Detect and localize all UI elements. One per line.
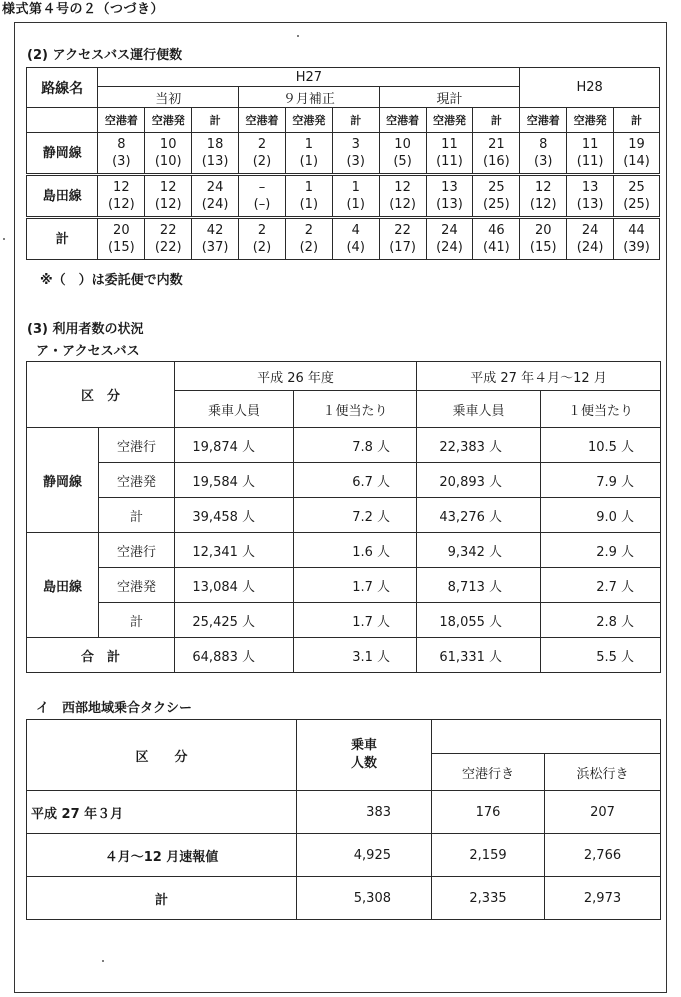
year-h28-header: H28 bbox=[520, 68, 660, 108]
trip-count-cell bbox=[145, 175, 192, 218]
bus-service-table bbox=[26, 67, 660, 260]
trip-count-value: 11 bbox=[581, 137, 599, 152]
subtotal-label: 計 bbox=[99, 498, 175, 533]
table-row bbox=[27, 834, 661, 877]
trip-count-cell bbox=[98, 175, 145, 218]
consigned-count-value: (22) bbox=[154, 240, 182, 255]
col-per-trip: １便当たり bbox=[541, 391, 661, 428]
trip-count-cell bbox=[332, 133, 379, 175]
consigned-count-value: (2) bbox=[252, 154, 272, 169]
trip-count-cell bbox=[98, 218, 145, 260]
per-trip-cell: 1.7 人 bbox=[294, 603, 417, 638]
trip-count-value: 18 bbox=[206, 137, 224, 152]
year-h27-header: H27 bbox=[98, 68, 520, 87]
trip-count-value: 25 bbox=[628, 180, 645, 195]
row-label: ４月～12 月速報値 bbox=[27, 834, 297, 877]
trip-count-cell bbox=[426, 218, 473, 260]
from-airport-label: 空港発 bbox=[99, 568, 175, 603]
trip-count-value: 20 bbox=[113, 223, 130, 238]
per-trip-cell: 7.8 人 bbox=[294, 428, 417, 463]
trip-count-value: 13 bbox=[581, 180, 599, 195]
sept-revision-header: ９月補正 bbox=[239, 87, 380, 108]
route-shimada: 島田線 bbox=[27, 533, 99, 638]
riders-cell: 19,874 人 bbox=[175, 428, 294, 463]
col-to-airport: 空港行き bbox=[432, 754, 545, 791]
riders-cell: 43,276 人 bbox=[417, 498, 541, 533]
consigned-count-value: (14) bbox=[623, 154, 650, 169]
row-label: 平成 27 年３月 bbox=[27, 791, 297, 834]
trip-count-value: 21 bbox=[488, 137, 505, 152]
consigned-count-value: (11) bbox=[436, 154, 463, 169]
consigned-count-value: (15) bbox=[107, 240, 135, 255]
trip-count-cell bbox=[332, 218, 379, 260]
riders-cell: 18,055 人 bbox=[417, 603, 541, 638]
trip-count-value: 24 bbox=[581, 223, 599, 238]
scan-speck bbox=[102, 960, 104, 962]
table-row bbox=[27, 877, 661, 920]
trip-count-value: 8 bbox=[539, 137, 548, 152]
consigned-count-value: (39) bbox=[623, 240, 650, 255]
riders-cell: 5,308 bbox=[297, 877, 432, 920]
trip-count-value: 25 bbox=[488, 180, 505, 195]
riders-cell: 8,713 人 bbox=[417, 568, 541, 603]
trip-count-value: 2 bbox=[257, 137, 267, 152]
consigned-count-value: (3) bbox=[112, 154, 131, 169]
col-total: 計 bbox=[473, 108, 520, 133]
to-hamamatsu-cell: 207 bbox=[545, 791, 661, 834]
trip-count-cell bbox=[567, 218, 614, 260]
trip-count-cell bbox=[285, 175, 332, 218]
consigned-count-value: (1) bbox=[299, 154, 319, 169]
riders-cell: 383 bbox=[297, 791, 432, 834]
period-fy26-header: 平成 26 年度 bbox=[175, 362, 417, 391]
trip-count-cell bbox=[145, 218, 192, 260]
trip-count-value: 2 bbox=[304, 223, 313, 238]
to-airport-label: 空港行 bbox=[99, 428, 175, 463]
to-airport-cell: 176 bbox=[432, 791, 545, 834]
trip-count-value: 10 bbox=[394, 137, 411, 152]
col-depart: 空港発 bbox=[285, 108, 332, 133]
trip-count-value: – bbox=[258, 180, 266, 195]
riders-header bbox=[297, 720, 432, 791]
division-header: 区 分 bbox=[27, 720, 297, 791]
trip-count-cell bbox=[192, 133, 239, 175]
route-name-cell: 計 bbox=[27, 218, 98, 260]
trip-count-value: 22 bbox=[159, 223, 177, 238]
col-riders: 乗車人員 bbox=[417, 391, 541, 428]
per-trip-cell: 1.6 人 bbox=[294, 533, 417, 568]
col-depart: 空港発 bbox=[145, 108, 192, 133]
row-label: 計 bbox=[27, 877, 297, 920]
current-total-header: 現計 bbox=[379, 87, 520, 108]
consignment-note: ※（ ）は委託便で内数 bbox=[40, 273, 183, 288]
scan-speck bbox=[297, 35, 299, 37]
riders-cell: 19,584 人 bbox=[175, 463, 294, 498]
destination-header-blank bbox=[432, 720, 661, 754]
per-trip-cell: 2.7 人 bbox=[541, 568, 661, 603]
per-trip-cell: 10.5 人 bbox=[541, 428, 661, 463]
riders-cell: 22,383 人 bbox=[417, 428, 541, 463]
consigned-count-value: (–) bbox=[253, 197, 271, 212]
consigned-count-value: (24) bbox=[201, 197, 229, 212]
trip-count-value: 1 bbox=[304, 180, 313, 195]
route-shizuoka: 静岡線 bbox=[27, 428, 99, 533]
col-depart: 空港発 bbox=[567, 108, 614, 133]
consigned-count-value: (24) bbox=[436, 240, 463, 255]
initial-header: 当初 bbox=[98, 87, 239, 108]
trip-count-cell bbox=[192, 175, 239, 218]
trip-count-value: 22 bbox=[394, 223, 411, 238]
riders-cell: 25,425 人 bbox=[175, 603, 294, 638]
trip-count-cell bbox=[567, 175, 614, 218]
trip-count-cell bbox=[379, 133, 426, 175]
scan-speck bbox=[3, 238, 5, 240]
period-fy27-header: 平成 27 年４月～12 月 bbox=[417, 362, 661, 391]
consigned-count-value: (15) bbox=[529, 240, 557, 255]
grand-total-label: 合 計 bbox=[27, 638, 175, 673]
trip-count-cell bbox=[473, 218, 520, 260]
to-airport-cell: 2,335 bbox=[432, 877, 545, 920]
per-trip-cell: 2.8 人 bbox=[541, 603, 661, 638]
trip-count-value: 1 bbox=[304, 137, 313, 152]
col-arrive: 空港着 bbox=[520, 108, 567, 133]
trip-count-value: 13 bbox=[441, 180, 458, 195]
trip-count-value: 11 bbox=[441, 137, 458, 152]
trip-count-cell bbox=[473, 175, 520, 218]
section-2-title: (2) アクセスバス運行便数 bbox=[27, 48, 183, 63]
consigned-count-value: (17) bbox=[389, 240, 416, 255]
trip-count-cell bbox=[426, 133, 473, 175]
trip-count-cell bbox=[239, 175, 286, 218]
col-arrive: 空港着 bbox=[239, 108, 286, 133]
consigned-count-value: (10) bbox=[154, 154, 182, 169]
subtotal-label: 計 bbox=[99, 603, 175, 638]
per-trip-cell: 7.9 人 bbox=[541, 463, 661, 498]
trip-count-value: 46 bbox=[488, 223, 505, 238]
route-name-cell: 静岡線 bbox=[27, 133, 98, 175]
trip-count-value: 12 bbox=[534, 180, 552, 195]
trip-count-cell bbox=[145, 133, 192, 175]
to-hamamatsu-cell: 2,766 bbox=[545, 834, 661, 877]
consigned-count-value: (11) bbox=[576, 154, 604, 169]
table-row bbox=[27, 218, 660, 260]
trip-count-cell bbox=[520, 175, 567, 218]
trip-count-cell bbox=[614, 133, 660, 175]
riders-header-line2: 人数 bbox=[350, 756, 377, 771]
col-total: 計 bbox=[614, 108, 660, 133]
trip-count-value: 8 bbox=[117, 137, 126, 152]
per-trip-cell: 2.9 人 bbox=[541, 533, 661, 568]
trip-count-cell bbox=[98, 133, 145, 175]
consigned-count-value: (4) bbox=[346, 240, 365, 255]
col-to-hamamatsu: 浜松行き bbox=[545, 754, 661, 791]
consigned-count-value: (13) bbox=[436, 197, 463, 212]
consigned-count-value: (25) bbox=[483, 197, 510, 212]
trip-count-cell bbox=[473, 133, 520, 175]
consigned-count-value: (25) bbox=[623, 197, 650, 212]
riders-cell: 64,883 人 bbox=[175, 638, 294, 673]
section-3-title: (3) 利用者数の状況 bbox=[27, 322, 144, 337]
trip-count-cell bbox=[379, 218, 426, 260]
trip-count-value: 1 bbox=[351, 180, 360, 195]
per-trip-cell: 1.7 人 bbox=[294, 568, 417, 603]
route-name-cell: 島田線 bbox=[27, 175, 98, 218]
trip-count-cell bbox=[614, 175, 660, 218]
consigned-count-value: (37) bbox=[201, 240, 229, 255]
per-trip-cell: 7.2 人 bbox=[294, 498, 417, 533]
consigned-count-value: (1) bbox=[346, 197, 365, 212]
trip-count-value: 24 bbox=[441, 223, 458, 238]
per-trip-cell: 3.1 人 bbox=[294, 638, 417, 673]
route-name-header: 路線名 bbox=[27, 68, 98, 108]
to-hamamatsu-cell: 2,973 bbox=[545, 877, 661, 920]
consigned-count-value: (3) bbox=[346, 154, 365, 169]
consigned-count-value: (12) bbox=[154, 197, 182, 212]
consigned-count-value: (12) bbox=[389, 197, 416, 212]
riders-cell: 61,331 人 bbox=[417, 638, 541, 673]
trip-count-cell bbox=[332, 175, 379, 218]
taxi-subtitle: イ 西部地域乗合タクシー bbox=[36, 701, 193, 716]
consigned-count-value: (5) bbox=[393, 154, 412, 169]
trip-count-value: 20 bbox=[534, 223, 552, 238]
table-row bbox=[27, 133, 660, 175]
shared-taxi-table bbox=[26, 719, 661, 920]
col-per-trip: １便当たり bbox=[294, 391, 417, 428]
trip-count-value: 12 bbox=[159, 180, 177, 195]
document-header: 様式第４号の２（つづき） bbox=[2, 2, 165, 17]
consigned-count-value: (12) bbox=[529, 197, 557, 212]
division-header: 区 分 bbox=[27, 362, 175, 428]
col-riders: 乗車人員 bbox=[175, 391, 294, 428]
consigned-count-value: (16) bbox=[483, 154, 510, 169]
riders-cell: 20,893 人 bbox=[417, 463, 541, 498]
trip-count-value: 19 bbox=[628, 137, 645, 152]
col-depart: 空港発 bbox=[426, 108, 473, 133]
trip-count-value: 4 bbox=[351, 223, 360, 238]
trip-count-cell bbox=[567, 133, 614, 175]
blank-header-cell bbox=[27, 108, 98, 133]
consigned-count-value: (3) bbox=[534, 154, 553, 169]
consigned-count-value: (2) bbox=[299, 240, 319, 255]
col-arrive: 空港着 bbox=[379, 108, 426, 133]
per-trip-cell: 5.5 人 bbox=[541, 638, 661, 673]
trip-count-cell bbox=[239, 218, 286, 260]
riders-cell: 12,341 人 bbox=[175, 533, 294, 568]
riders-cell: 4,925 bbox=[297, 834, 432, 877]
col-arrive: 空港着 bbox=[98, 108, 145, 133]
table-row bbox=[27, 175, 660, 218]
trip-count-value: 12 bbox=[113, 180, 130, 195]
col-total: 計 bbox=[192, 108, 239, 133]
to-airport-label: 空港行 bbox=[99, 533, 175, 568]
riders-cell: 13,084 人 bbox=[175, 568, 294, 603]
trip-count-value: 3 bbox=[351, 137, 360, 152]
trip-count-value: 44 bbox=[628, 223, 645, 238]
per-trip-cell: 9.0 人 bbox=[541, 498, 661, 533]
trip-count-cell bbox=[379, 175, 426, 218]
riders-cell: 9,342 人 bbox=[417, 533, 541, 568]
trip-count-cell bbox=[239, 133, 286, 175]
trip-count-value: 10 bbox=[159, 137, 177, 152]
trip-count-cell bbox=[285, 218, 332, 260]
consigned-count-value: (1) bbox=[299, 197, 319, 212]
trip-count-cell bbox=[614, 218, 660, 260]
access-bus-subtitle: ア・アクセスバス bbox=[36, 344, 140, 359]
trip-count-value: 42 bbox=[206, 223, 224, 238]
riders-header-line1: 乗車 bbox=[350, 738, 377, 753]
trip-count-cell bbox=[520, 218, 567, 260]
riders-cell: 39,458 人 bbox=[175, 498, 294, 533]
trip-count-value: 2 bbox=[257, 223, 267, 238]
consigned-count-value: (24) bbox=[576, 240, 604, 255]
per-trip-cell: 6.7 人 bbox=[294, 463, 417, 498]
from-airport-label: 空港発 bbox=[99, 463, 175, 498]
trip-count-value: 12 bbox=[394, 180, 411, 195]
trip-count-value: 24 bbox=[206, 180, 224, 195]
access-bus-ridership-table bbox=[26, 361, 661, 673]
trip-count-cell bbox=[285, 133, 332, 175]
col-total: 計 bbox=[332, 108, 379, 133]
consigned-count-value: (2) bbox=[252, 240, 272, 255]
consigned-count-value: (13) bbox=[576, 197, 604, 212]
to-airport-cell: 2,159 bbox=[432, 834, 545, 877]
consigned-count-value: (12) bbox=[107, 197, 135, 212]
consigned-count-value: (13) bbox=[201, 154, 229, 169]
consigned-count-value: (41) bbox=[483, 240, 510, 255]
table-row bbox=[27, 791, 661, 834]
trip-count-cell bbox=[520, 133, 567, 175]
trip-count-cell bbox=[426, 175, 473, 218]
trip-count-cell bbox=[192, 218, 239, 260]
